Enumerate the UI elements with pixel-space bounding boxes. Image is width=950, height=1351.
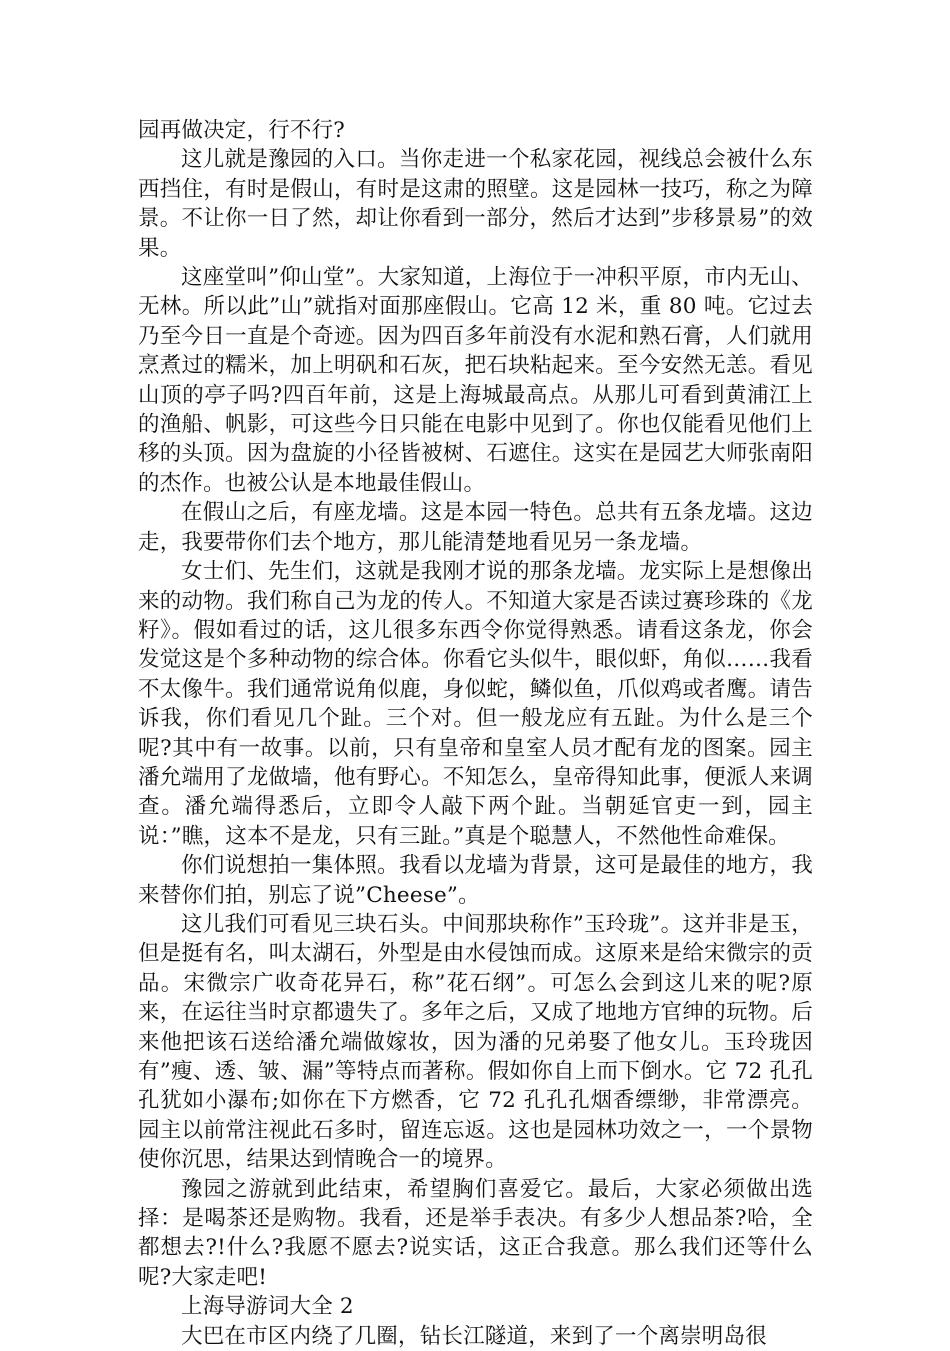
paragraph-jade-rock: 这儿我们可看见三块石头。中间那块称作”玉玲珑”。这并非是玉，但是挺有名，叫太湖石，外型是由水侵蚀而成。这原来是给宋微宗的贡品。宋微宗广收奇花异石，称”花石纲”。可怎么会到这儿来的呢?原来，在运往当时京都遗失了。多年之后，又成了地地方官绅的玩物。后来他把该石送给潘允端做嫁妆，因为潘的兄弟娶了他女儿。玉玲珑因有”瘦、透、皱、漏”等特点而著称。假如你自上而下倒水。它 72 孔孔孔犹如小瀑布;如你在下方燃香，它 72 孔孔孔烟香缥缈，非常漂亮。园主以前常注视此石多时，留连忘返。这也是园林功效之一，一个景物使你沉思，结果达到情晚合一的境界。 — [138, 911, 813, 1173]
paragraph-tour-end: 豫园之游就到此结束，希望胸们喜爱它。最后，大家必须做出选择：是喝茶还是购物。我看，还是举手表决。有多少人想品茶?哈，全都想去?!什么?我愿不愿去?说实话，这正合我意。那么我们还等什么呢?大家走吧! — [138, 1176, 813, 1290]
document-body — [138, 116, 813, 1351]
paragraph-entrance: 这儿就是豫园的入口。当你走进一个私家花园，视线总会被什么东西挡住，有时是假山，有时是这肃的照壁。这是园林一技巧，称之为障景。不让你一日了然，却让你看到一部分，然后才达到”步移景易”的效果。 — [138, 147, 813, 261]
paragraph-dragon-wall-intro: 在假山之后，有座龙墙。这是本园一特色。总共有五条龙墙。这边走，我要带你们去个地方，那儿能清楚地看见另一条龙墙。 — [138, 500, 813, 555]
paragraph-group-photo: 你们说想拍一集体照。我看以龙墙为背景，这可是最佳的地方，我来替你们拍，别忘了说”Cheese”。 — [138, 853, 813, 908]
paragraph-yangshan-hall: 这座堂叫”仰山堂”。大家知道，上海位于一冲积平原，市内无山、无林。所以此”山”就指对面那座假山。它高 12 米，重 80 吨。它过去乃至今日一直是个奇迹。因为四百多年前没有水泥和熟石膏，人们就用烹煮过的糯米，加上明矾和石灰，把石块粘起来。至今安然无恙。看见山顶的亭子吗?四百年前，这是上海城最高点。从那儿可看到黄浦江上的渔船、帆影，可这些今日只能在电影中见到了。你也仅能看见他们上移的头顶。因为盘旋的小径皆被树、石遮住。这实在是园艺大师张南阳的杰作。也被公认是本地最佳假山。 — [138, 265, 813, 496]
section-heading: 上海导游词大全 2 — [181, 1294, 354, 1320]
paragraph-dragon-wall: 女士们、先生们，这就是我刚才说的那条龙墙。龙实际上是想像出来的动物。我们称自己为龙的传人。不知道大家是否读过赛珍珠的《龙籽》。假如看过的话，这儿很多东西令你觉得熟悉。请看这条龙，你会发觉这是个多种动物的综合体。你看它头似牛，眼似虾，角似……我看不太像牛。我们通常说角似鹿，身似蛇，鳞似鱼，爪似鸡或者鹰。请告诉我，你们看见几个趾。三个对。但一般龙应有五趾。为什么是三个呢?其中有一故事。以前，只有皇帝和皇室人员才配有龙的图案。园主潘允端用了龙做墙，他有野心。不知怎么，皇帝得知此事，便派人来调查。潘允端得悉后，立即令人敲下两个趾。当朝延官吏一到，园主说：”瞧，这本不是龙，只有三趾。”真是个聪慧人，不然他性命难保。 — [138, 559, 813, 849]
paragraph-continuation: 园再做决定，行不行? — [138, 118, 346, 143]
paragraph-next-section: 大巴在市区内绕了几圈，钻长江隧道，来到了一个离崇明岛很 — [181, 1323, 767, 1349]
